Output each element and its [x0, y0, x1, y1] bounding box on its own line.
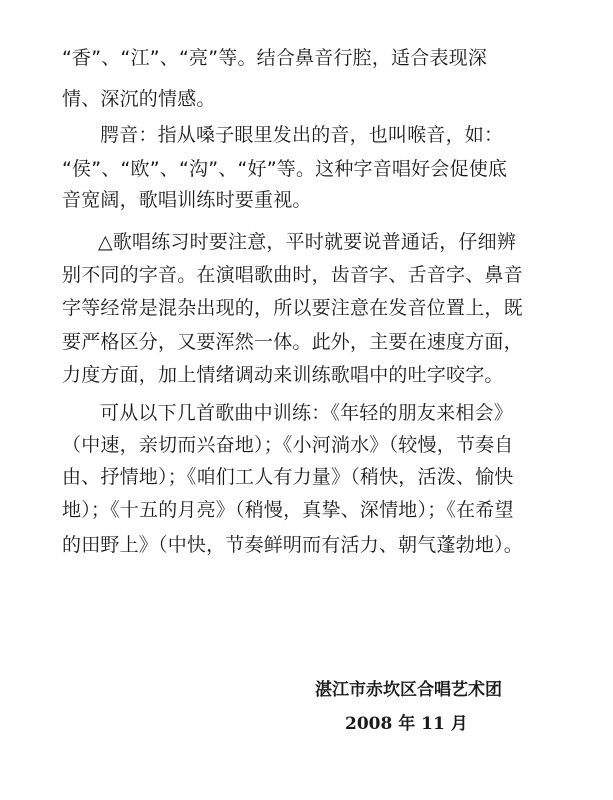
text-line: 别不同的字音。在演唱歌曲时，齿音字、舌音字、鼻音 — [62, 264, 523, 286]
text-line: 情、深沉的情感。 — [62, 88, 216, 110]
signature-date: 2008 年 11 月 — [345, 714, 468, 734]
signature-organization: 湛江市赤坎区合唱艺术团 — [315, 680, 502, 700]
text-line: 由、抒情地）；《咱们工人有力量》（稍快，活泼、愉快 — [62, 466, 514, 488]
text-line: 音宽阔，歌唱训练时要重视。 — [62, 189, 312, 211]
text-line: 字等经常是混杂出现的，所以要注意在发音位置上，既 — [62, 297, 523, 319]
paragraph-start-line: 可从以下几首歌曲中训练：《年轻的朋友来相会》 — [100, 402, 513, 424]
paragraph-start-line: 腭音：指从嗓子眼里发出的音，也叫喉音，如： — [100, 124, 504, 146]
text-line: “香”、“江”、“亮”等。结合鼻音行腔，适合表现深 — [62, 47, 488, 69]
paragraph-start-line: △歌唱练习时要注意，平时就要说普通话，仔细辨 — [98, 231, 517, 253]
text-line: 地）；《十五的月亮》（稍慢，真挚、深情地）；《在希望 — [62, 499, 514, 521]
text-line: “侯”、“欧”、“沟”、“好”等。这种字音唱好会促使底 — [62, 158, 508, 180]
text-line: （中速，亲切而兴奋地）；《小河淌水》（较慢，节奏自 — [62, 434, 514, 456]
text-line: 要严格区分，又要浑然一体。此外，主要在速度方面， — [62, 331, 523, 353]
text-line: 的田野上》（中快，节奏鲜明而有活力、朝气蓬勃地）。 — [62, 534, 524, 556]
text-line: 力度方面，加上情绪调动来训练歌唱中的吐字咬字。 — [62, 364, 504, 386]
